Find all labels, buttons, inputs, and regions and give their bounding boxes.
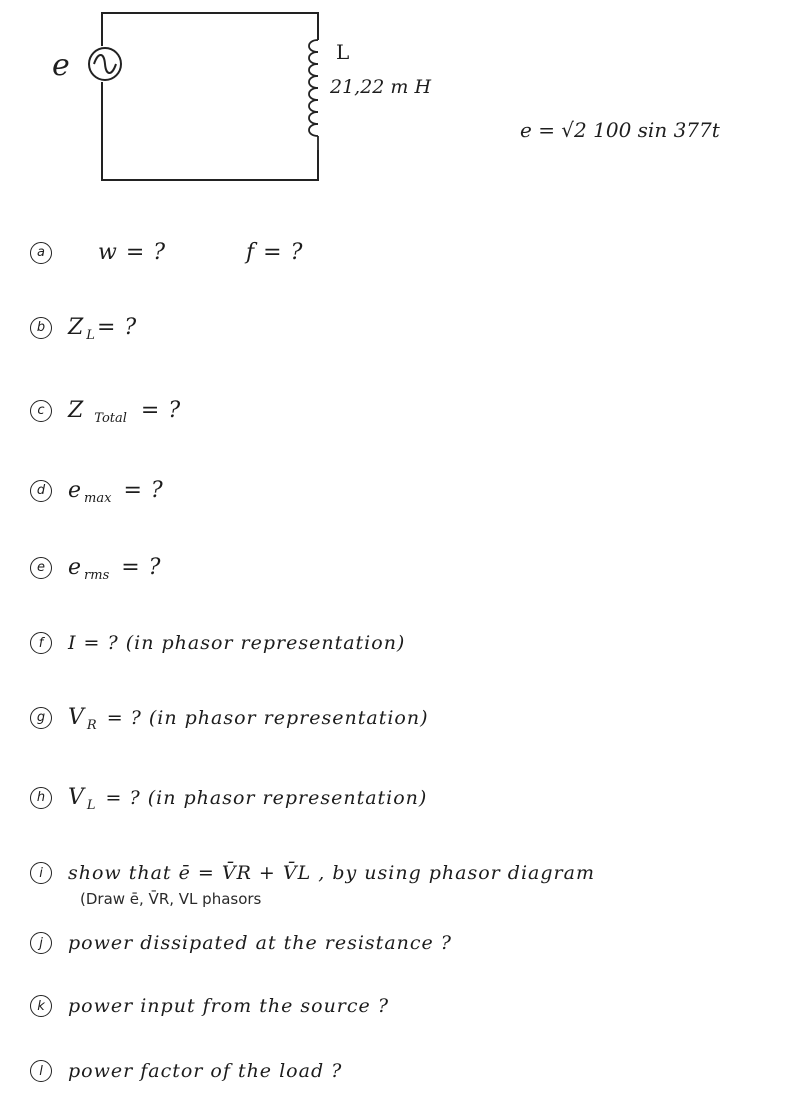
inductor-label: L (336, 40, 350, 64)
question-rest: = ? (in phasor representation) (106, 706, 429, 729)
question-subscript: rms (84, 568, 110, 583)
question-h (30, 785, 428, 813)
question-b (30, 315, 138, 343)
question-text: power factor of the load ? (68, 1060, 343, 1082)
question-text: power input from the source ? (68, 995, 390, 1017)
question-j (30, 932, 452, 954)
source-label: e (52, 48, 70, 83)
question-main: V (68, 705, 85, 730)
source-equation: e = √2 100 sin 377t (520, 118, 720, 142)
question-i (30, 862, 595, 884)
question-e (30, 555, 162, 583)
question-letter: i (30, 862, 52, 884)
question-d (30, 478, 164, 506)
question-l (30, 1060, 342, 1082)
question-main: V (68, 785, 85, 810)
question-text: w = ? (98, 240, 167, 265)
inductor-value: 21,22 m H (330, 76, 432, 98)
sine-wave-icon (94, 55, 116, 73)
question-text: power dissipated at the resistance ? (68, 932, 452, 954)
question-i-note: (Draw ē, V̄R, VL phasors (80, 890, 262, 908)
question-subscript: Total (94, 411, 127, 426)
circuit-wire-bottom (102, 82, 318, 180)
question-main: Z (68, 315, 85, 340)
question-c (30, 398, 182, 426)
question-rest: = ? (in phasor representation) (105, 786, 428, 809)
question-text: I = ? (in phasor representation) (68, 632, 406, 654)
question-text: show that ē = V̄R + V̄L , by using phasor diagram (68, 862, 595, 884)
circuit-diagram (0, 0, 796, 200)
question-a (30, 240, 303, 265)
question-subscript: max (84, 491, 112, 506)
question-rest: = ? (123, 478, 164, 503)
question-rest: = ? (96, 315, 138, 340)
question-k (30, 995, 389, 1017)
question-subscript: L (86, 328, 95, 343)
question-main: e (68, 555, 83, 580)
question-g (30, 705, 429, 733)
question-letter: f (30, 632, 52, 654)
question-letter: j (30, 932, 52, 954)
question-letter: k (30, 995, 52, 1017)
question-subscript: L (86, 798, 96, 813)
question-letter: h (30, 787, 52, 809)
question-main: e (68, 478, 83, 503)
question-main: Z (68, 398, 85, 423)
question-letter: b (30, 317, 52, 339)
question-letter: e (30, 557, 52, 579)
circuit-wire-top (102, 13, 318, 46)
question-subscript: R (86, 718, 97, 733)
question-rest: = ? (140, 398, 182, 423)
question-letter: c (30, 400, 52, 422)
question-letter: d (30, 480, 52, 502)
question-letter: g (30, 707, 52, 729)
question-letter: l (30, 1060, 52, 1082)
question-f (30, 632, 405, 654)
inductor-coil-icon (309, 40, 318, 150)
question-letter: a (30, 242, 52, 264)
question-rest: = ? (121, 555, 162, 580)
question-text-2: f = ? (246, 240, 304, 265)
